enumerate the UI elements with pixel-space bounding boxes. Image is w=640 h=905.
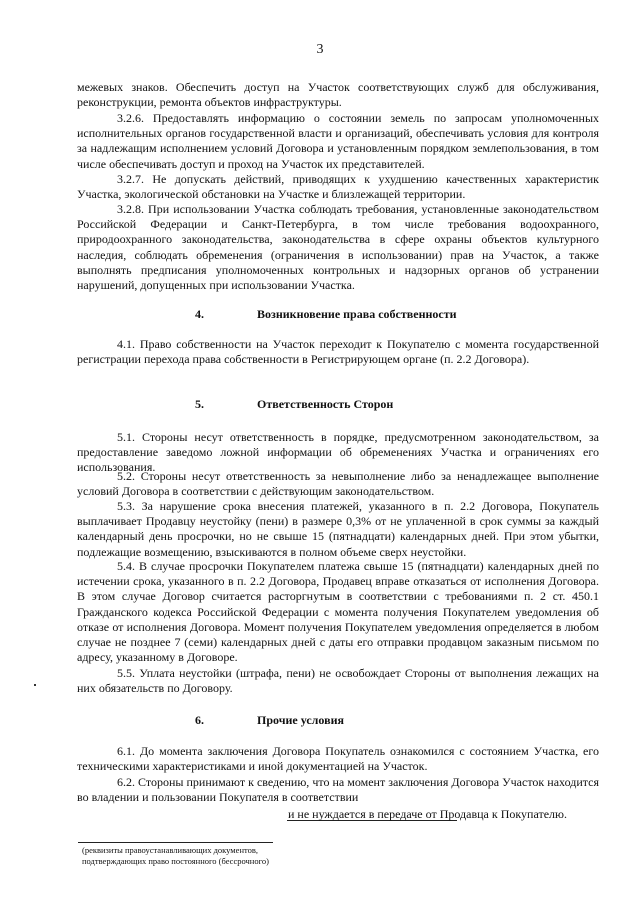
section-title: Прочие условия xyxy=(257,713,344,727)
section-number: 5. xyxy=(195,397,204,411)
section-number: 6. xyxy=(195,713,204,727)
paragraph-6-2-tail: и не нуждается в передаче от Продавца к Покупателю. xyxy=(288,807,567,821)
paragraph-5-2: 5.2. Стороны несут ответственность за невыполнение либо за ненадлежащее выполнение условий Договора в соответствии с действующим законодательством. xyxy=(77,469,599,499)
paragraph-5-4: 5.4. В случае просрочки Покупателем платежа свыше 15 (пятнадцати) календарных дней по истечении срока, указанного в п. 2.2 Договора, Продавец вправе отказаться от исполнения Договора. В этом случае Договор считается расторгнутым в соответствии с требованиями п. 2 ст. 450.1 Гражданского кодекса Российской Федерации с момента получения Покупателем уведомления об отказе от исполнения Договора. Момент получения Покупателем уведомления определяется в любом случае не позднее 7 (семи) календарных дней с даты его отправки продавцом заказным письмом по адресу, указанному в Договоре. xyxy=(77,559,599,665)
footnote xyxy=(82,845,269,867)
paragraph-5-5: 5.5. Уплата неустойки (штрафа, пени) не освобождает Стороны от выполнения лежащих на них обязательств по Договору. xyxy=(77,666,599,696)
paragraph-3-2-6: 3.2.6. Предоставлять информацию о состоянии земель по запросам уполномоченных исполнительных органов государственной власти и организаций, обеспечивать условия для контроля за надлежащим исполнением условий Договора и установленным порядком землепользования, в том числе обеспечивать доступ и проход на Участок их представителей. xyxy=(77,111,599,171)
section-title: Ответственность Сторон xyxy=(257,397,394,411)
footnote-line-1: (реквизиты правоустанавливающих документов, xyxy=(82,845,258,855)
paragraph-6-1: 6.1. До момента заключения Договора Покупатель ознакомился с состоянием Участка, его техническими характеристиками и иной документацией на Участок. xyxy=(77,744,599,774)
paragraph-4-1: 4.1. Право собственности на Участок переходит к Покупателю с момента государственной регистрации перехода права собственности в Регистрирующем органе (п. 2.2 Договора). xyxy=(77,337,599,367)
footnote-rule xyxy=(78,842,273,843)
section-number: 4. xyxy=(195,307,204,321)
paragraph-5-3: 5.3. За нарушение срока внесения платежей, указанного в п. 2.2 Договора, Покупатель выплачивает Продавцу неустойку (пени) в размере 0,3% от не уплаченной в срок суммы за каждый календарный день просрочки, но не свыше 15 (пятнадцати) календарных дней. При этом убытки, подлежащие возмещению, взыскиваются в полном объеме сверх неустойки. xyxy=(77,499,599,559)
paragraph-continuation: межевых знаков. Обеспечить доступ на Участок соответствующих служб для обслуживания, реконструкции, ремонта объектов инфраструктуры. xyxy=(77,80,599,110)
paragraph-3-2-7: 3.2.7. Не допускать действий, приводящих к ухудшению качественных характеристик Участка, экологической обстановки на Участке и близлежащей территории. xyxy=(77,172,599,202)
footnote-line-2: подтверждающих право постоянного (бессрочного) xyxy=(82,856,269,866)
paragraph-5-1: 5.1. Стороны несут ответственность в порядке, предусмотренном законодательством, за предоставление заведомо ложной информации об обременениях Участка и ограничениях его использования. xyxy=(77,430,599,475)
section-title: Возникновение права собственности xyxy=(257,307,457,321)
paragraph-3-2-8: 3.2.8. При использовании Участка соблюдать требования, установленные законодательством Российской Федерации и Санкт-Петербурга, в том числе требования водоохранного, природоохранного законодательства, законодательства в сфере охраны объектов культурного наследия, соблюдать обременения (ограничения в использовании) прав на Участок, а также выполнять предписания уполномоченных контрольных и надзорных органов об устранении нарушений, допущенных при использовании Участка. xyxy=(77,202,599,293)
scan-speck xyxy=(34,684,36,686)
paragraph-6-2: 6.2. Стороны принимают к сведению, что на момент заключения Договора Участок находится во владении и пользовании Покупателя в соответствии xyxy=(77,775,599,805)
page-number: 3 xyxy=(316,42,324,57)
